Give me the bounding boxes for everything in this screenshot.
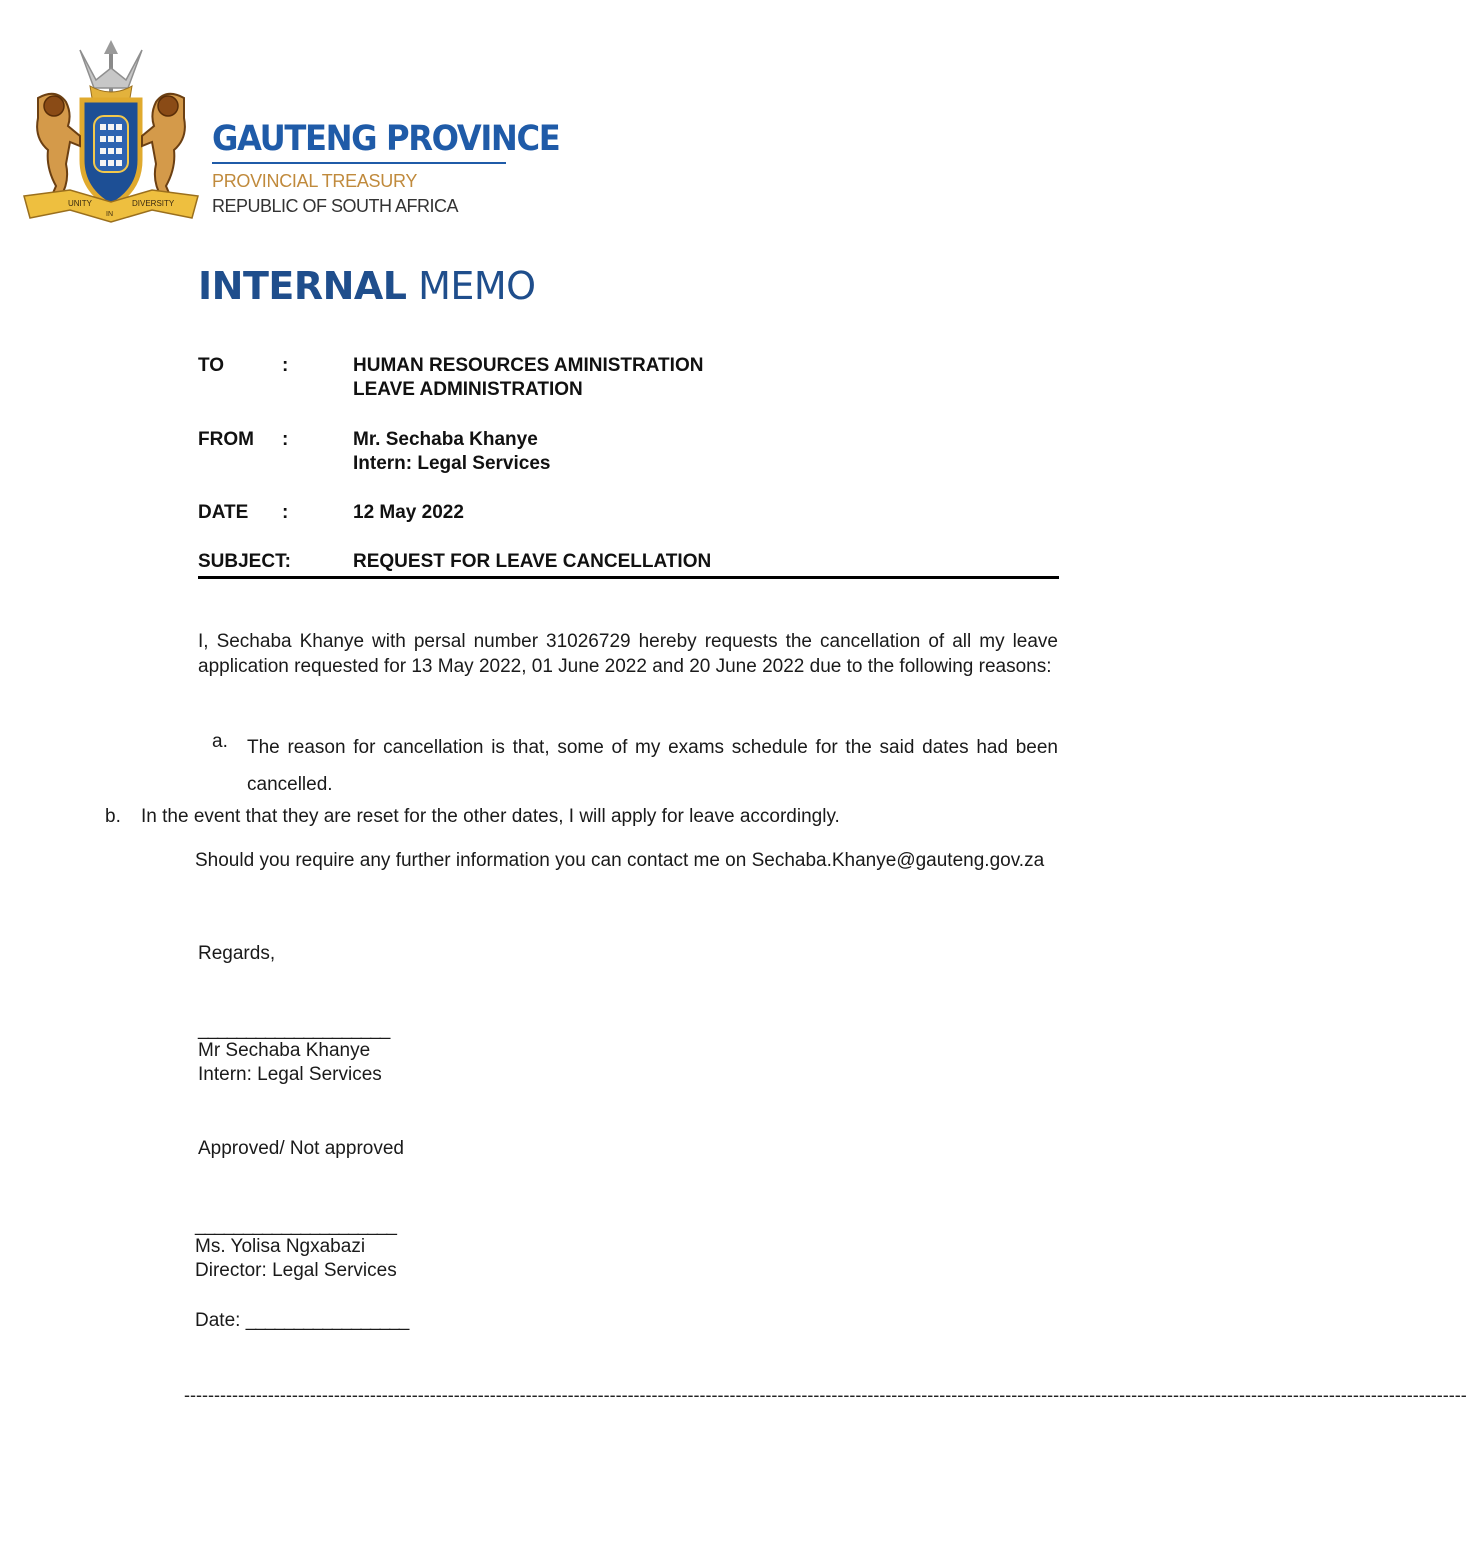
subject-value: REQUEST FOR LEAVE CANCELLATION xyxy=(353,551,712,572)
brand-title: GAUTENG PROVINCE xyxy=(212,119,560,159)
footer-dashed-rule: ---------------------------------------------------------------------------------------------------------------------------------------------------------------------------------------------------------------------- xyxy=(184,1385,1467,1405)
from-label: FROM xyxy=(198,429,254,450)
brand-underline xyxy=(212,162,506,164)
to-colon: : xyxy=(282,355,289,376)
from-colon: : xyxy=(282,429,289,450)
to-label: TO xyxy=(198,355,225,376)
lion-right-icon xyxy=(142,94,185,200)
lion-left-icon xyxy=(37,94,80,200)
regards-text: Regards, xyxy=(198,943,276,964)
list-marker-b: b. xyxy=(105,806,121,827)
sender-role: Intern: Legal Services xyxy=(198,1064,382,1085)
date-label: DATE xyxy=(198,502,249,523)
from-line-2: Intern: Legal Services xyxy=(353,453,551,474)
brand-country: REPUBLIC OF SOUTH AFRICA xyxy=(212,196,459,216)
brand-department: PROVINCIAL TREASURY xyxy=(212,171,418,191)
to-line-2: LEAVE ADMINISTRATION xyxy=(353,379,583,400)
intro-paragraph: I, Sechaba Khanye with persal number 31026729 hereby requests the cancellation of all my leave application requested for 13 May 2022, 01 June 2022 and 20 June 2022 due to the following reasons: xyxy=(198,631,1058,677)
contact-paragraph: Should you require any further information you can contact me on Sechaba.Khanye@gauteng.gov.za xyxy=(195,850,1045,871)
approver-signature-line: _____________________ xyxy=(195,1215,396,1236)
memo-title-light: MEMO xyxy=(406,264,536,308)
date-colon: : xyxy=(282,502,289,523)
motto-word: DIVERSITY xyxy=(132,199,175,208)
approval-date xyxy=(195,1308,408,1333)
sender-name: Mr Sechaba Khanye xyxy=(198,1040,371,1061)
from-line-1: Mr. Sechaba Khanye xyxy=(353,429,538,450)
brand-block xyxy=(212,119,590,217)
motto-word: UNITY xyxy=(68,199,92,208)
subject-divider xyxy=(198,576,1059,579)
subject-label: SUBJECT: xyxy=(198,551,291,572)
coat-of-arms-logo xyxy=(20,40,202,230)
list-marker-a: a. xyxy=(212,731,228,752)
date-value: 12 May 2022 xyxy=(353,502,464,523)
approval-status-text: Approved/ Not approved xyxy=(198,1138,404,1159)
approval-date-line: _________________ xyxy=(245,1310,409,1331)
approver-name: Ms. Yolisa Ngxabazi xyxy=(195,1236,366,1257)
motto-word: IN xyxy=(106,211,113,218)
approver-role: Director: Legal Services xyxy=(195,1260,397,1281)
spear-icon xyxy=(80,40,142,102)
shield-icon xyxy=(82,100,140,206)
list-item-a: The reason for cancellation is that, some of my exams schedule for the said dates had been cancelled. xyxy=(247,737,1058,795)
sender-signature-line: ____________________ xyxy=(198,1019,390,1040)
approval-date-label: Date: xyxy=(195,1310,241,1331)
list-item-b: In the event that they are reset for the other dates, I will apply for leave accordingly. xyxy=(141,806,840,827)
to-line-1: HUMAN RESOURCES AMINISTRATION xyxy=(353,355,704,376)
memo-title-bold: INTERNAL xyxy=(198,264,407,308)
memo-title xyxy=(198,264,536,308)
